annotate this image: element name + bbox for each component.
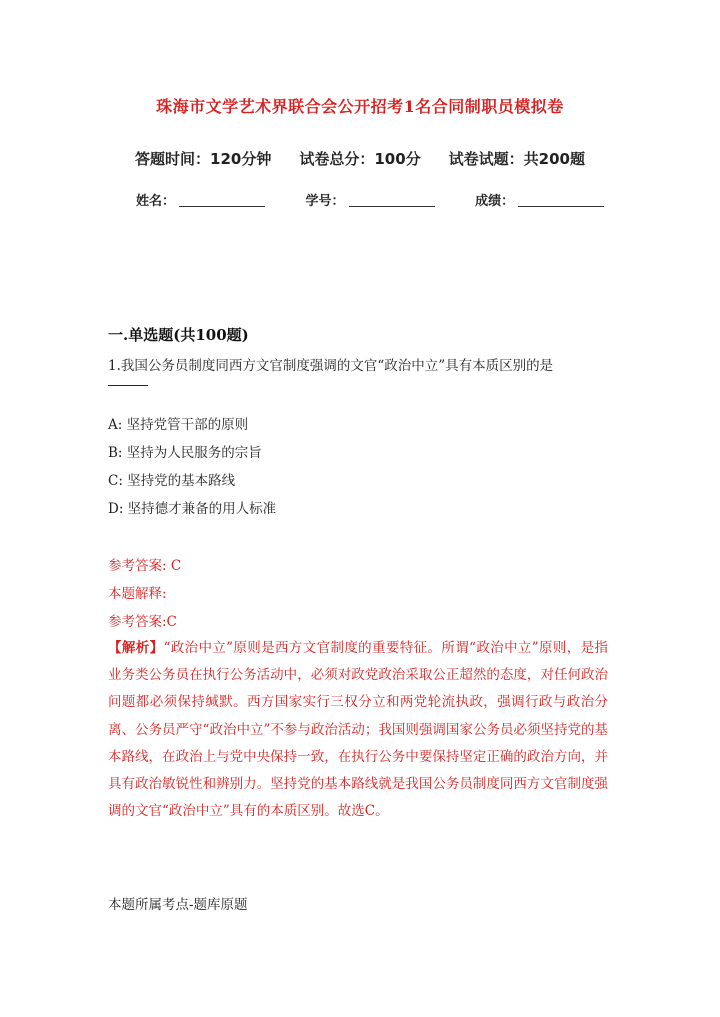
grade-blank (518, 206, 604, 207)
option-a: A: 坚持党管干部的原则 (108, 417, 249, 433)
option-c: C: 坚持党的基本路线 (108, 473, 236, 489)
name-label: 姓名： (136, 194, 176, 209)
exam-meta (0, 148, 720, 169)
explain-label: 本题解释: (108, 586, 167, 602)
analysis-tag: 【解析】 (108, 640, 164, 656)
grade-field (475, 190, 604, 209)
name-blank (179, 206, 265, 207)
question-text: 1.我国公务员制度同西方文官制度强调的文官“政治中立”具有本质区别的是 (108, 358, 554, 374)
grade-label: 成绩： (475, 194, 515, 209)
option-d: D: 坚持德才兼备的用人标准 (108, 501, 277, 517)
id-label: 学号： (305, 194, 345, 209)
name-field (136, 190, 265, 209)
exam-time: 答题时间：120分钟 (135, 150, 272, 168)
analysis-text: “政治中立”原则是西方文官制度的重要特征。所谓“政治中立”原则，是指业务类公务员在执行公务活动中，必须对政党政治采取公正超然的态度，对任何政治问题都必须保持缄默。西方国家实行三权分立和两党轮流执政，强调行政与政治分离、公务员严守“政治中立”不参与政治活动；我国则强调国家公务员必须坚持党的基本路线，在政治上与党中央保持一致，在执行公务中要保持坚定正确的政治方向，并具有政治敏锐性和辨别力。坚持党的基本路线就是我国公务员制度同西方文官制度强调的文官“政治中立”具有的本质区别。故选C。 (108, 640, 609, 820)
option-b: B: 坚持为人民服务的宗旨 (108, 445, 262, 461)
exam-count: 试卷试题：共200题 (448, 150, 585, 168)
analysis-paragraph (108, 635, 608, 825)
section-title: 一.单选题(共100题) (108, 326, 249, 344)
answer-reference-2: 参考答案:C (108, 614, 177, 630)
student-info (136, 190, 640, 209)
exam-score: 试卷总分：100分 (299, 150, 421, 168)
question-source: 本题所属考点-题库原题 (108, 897, 248, 913)
answer-blank (108, 385, 148, 386)
answer-reference: 参考答案: C (108, 558, 182, 574)
id-blank (349, 206, 435, 207)
exam-title: 珠海市文学艺术界联合会公开招考1名合同制职员模拟卷 (156, 97, 564, 116)
id-field (306, 190, 435, 209)
